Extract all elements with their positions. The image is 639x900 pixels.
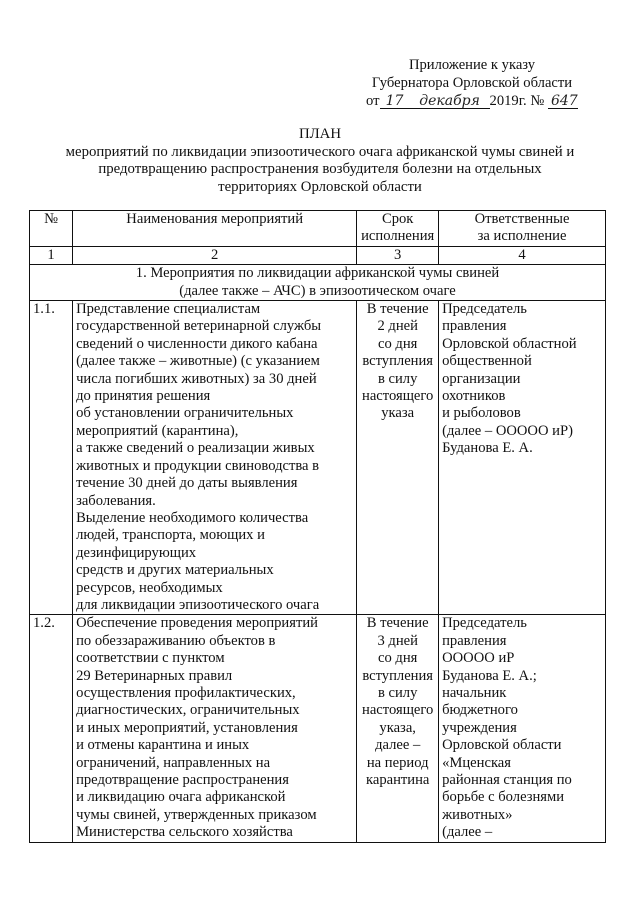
cell-line: указа,: [379, 719, 416, 736]
cell-line: Обеспечение проведения мероприятий: [76, 615, 318, 632]
cell-line: начальник: [442, 684, 507, 701]
appendix-label: Приложение к указу: [408, 57, 536, 73]
cell-line: (далее – ООООО иР): [442, 422, 573, 439]
cell-line: дезинфицирующих: [76, 544, 197, 561]
cell-line: 3 дней: [377, 632, 418, 649]
row-number: 1.2.: [30, 615, 73, 842]
activity-name-cell: [73, 301, 357, 615]
cell-line: течение 30 дней до даты выявления: [76, 475, 298, 492]
cell-line: об установлении ограничительных: [76, 405, 294, 422]
plan-table: [29, 210, 606, 843]
column-index: 1: [30, 246, 73, 264]
term-cell: [357, 615, 439, 842]
cell-line: чумы свиней, утвержденных приказом: [76, 806, 317, 823]
cell-line: Буданова Е. А.: [442, 440, 533, 457]
cell-line: Председатель: [442, 615, 527, 632]
cell-line: в силу: [377, 370, 418, 387]
cell-line: до принятия решения: [76, 388, 211, 405]
cell-line: животных и продукции свиноводства в: [76, 457, 320, 474]
section-row: [30, 265, 606, 301]
cell-line: сведений о численности дикого кабана: [76, 335, 318, 352]
cell-line: со дня: [378, 335, 418, 352]
cell-line: настоящего: [362, 388, 434, 405]
cell-line: а также сведений о реализации живых: [76, 440, 315, 457]
header-responsible: Ответственные за исполнение: [439, 211, 606, 247]
cell-line: «Мценская: [442, 754, 512, 771]
governor-label: Губернатора Орловской области: [371, 75, 573, 91]
cell-line: Буданова Е. А.;: [442, 667, 537, 684]
from-label: от: [366, 93, 380, 109]
term-cell: [357, 301, 439, 615]
cell-line: (далее –: [442, 824, 493, 841]
plan-title: [30, 126, 610, 196]
cell-line: 2 дней: [377, 318, 418, 335]
cell-line: диагностических, ограничительных: [76, 702, 300, 719]
column-index: 2: [73, 246, 357, 264]
cell-line: карантина: [365, 772, 430, 788]
cell-line: указа: [381, 405, 415, 422]
cell-line: государственной ветеринарной службы: [76, 318, 322, 335]
table-row: [30, 615, 606, 842]
cell-line: ООООО иР: [442, 650, 515, 667]
cell-line: мероприятий (карантина),: [76, 422, 239, 439]
cell-line: учреждения: [442, 719, 517, 736]
cell-line: Представление специалистам: [76, 301, 261, 318]
cell-line: животных»: [442, 806, 513, 823]
column-index: 4: [439, 246, 606, 264]
cell-line: борьбе с болезнями: [442, 789, 565, 806]
cell-line: далее –: [375, 737, 421, 754]
section-heading: 1. Мероприятия по ликвидации африканской чумы свиней (далее также – АЧС) в эпизоотическом очаге: [30, 265, 606, 301]
cell-line: Орловской области: [442, 737, 562, 754]
cell-line: Выделение необходимого количества: [76, 509, 309, 526]
cell-line: и ликвидацию очага африканской: [76, 789, 286, 806]
responsible-cell: [439, 301, 606, 615]
cell-line: вступления: [362, 667, 434, 684]
cell-line: предотвращение распространения: [76, 772, 289, 788]
cell-line: Министерства сельского хозяйства: [76, 824, 293, 841]
column-index-row: [30, 246, 606, 264]
cell-line: правления: [442, 318, 507, 335]
handwritten-day: 17: [380, 94, 410, 109]
cell-line: Председатель: [442, 301, 527, 318]
cell-line: ресурсов, необходимых: [76, 579, 223, 596]
table-row: [30, 301, 606, 615]
cell-line: и рыболовов: [442, 405, 521, 422]
column-index: 3: [357, 246, 439, 264]
cell-line: на период: [366, 754, 429, 771]
cell-line: настоящего: [362, 702, 434, 719]
cell-line: людей, транспорта, моющих и: [76, 527, 265, 544]
year-number-label: 2019г. №: [489, 93, 545, 109]
cell-line: по обеззараживанию объектов в: [76, 632, 276, 649]
cell-line: для ликвидации эпизоотического очага: [76, 596, 320, 613]
handwritten-month: декабря: [410, 94, 490, 109]
cell-line: (далее также – животные) (с указанием: [76, 353, 320, 370]
header-num: №: [30, 211, 73, 247]
cell-line: организации: [442, 370, 521, 387]
header-name: Наименования мероприятий: [73, 211, 357, 247]
cell-line: ограничений, направленных на: [76, 754, 271, 771]
header-term: Срок исполнения: [357, 211, 439, 247]
plan-subtitle-line-2: предотвращению распространения возбудителя болезни на отдельных: [98, 161, 542, 178]
cell-line: в силу: [377, 684, 418, 701]
cell-line: районная станция по: [442, 772, 572, 788]
cell-line: соответствии с пунктом: [76, 650, 225, 667]
plan-subtitle-line-3: территориях Орловской области: [218, 178, 422, 195]
cell-line: и иных мероприятий, установления: [76, 719, 298, 736]
cell-line: В течение: [366, 301, 429, 318]
cell-line: средств и других материальных: [76, 562, 274, 579]
cell-line: заболевания.: [76, 492, 156, 509]
cell-line: вступления: [362, 353, 434, 370]
decree-header: [357, 56, 587, 110]
activity-name-cell: [73, 615, 357, 842]
cell-line: 29 Ветеринарных правил: [76, 667, 233, 684]
cell-line: осуществления профилактических,: [76, 684, 296, 701]
handwritten-number: 647: [548, 94, 578, 109]
cell-line: общественной: [442, 353, 532, 370]
cell-line: числа погибших животных) за 30 дней: [76, 370, 317, 387]
responsible-cell: [439, 615, 606, 842]
cell-line: и отмены карантина и иных: [76, 737, 250, 754]
cell-line: Орловской областной: [442, 335, 577, 352]
decree-date-line: [357, 92, 587, 110]
cell-line: охотников: [442, 388, 506, 405]
table-header-row: [30, 211, 606, 247]
cell-line: правления: [442, 632, 507, 649]
cell-line: бюджетного: [442, 702, 518, 719]
plan-heading: ПЛАН: [298, 126, 342, 142]
cell-line: В течение: [366, 615, 429, 632]
row-number: 1.1.: [30, 301, 73, 615]
plan-subtitle-line-1: мероприятий по ликвидации эпизоотического очага африканской чумы свиней и: [65, 143, 575, 160]
cell-line: со дня: [378, 650, 418, 667]
